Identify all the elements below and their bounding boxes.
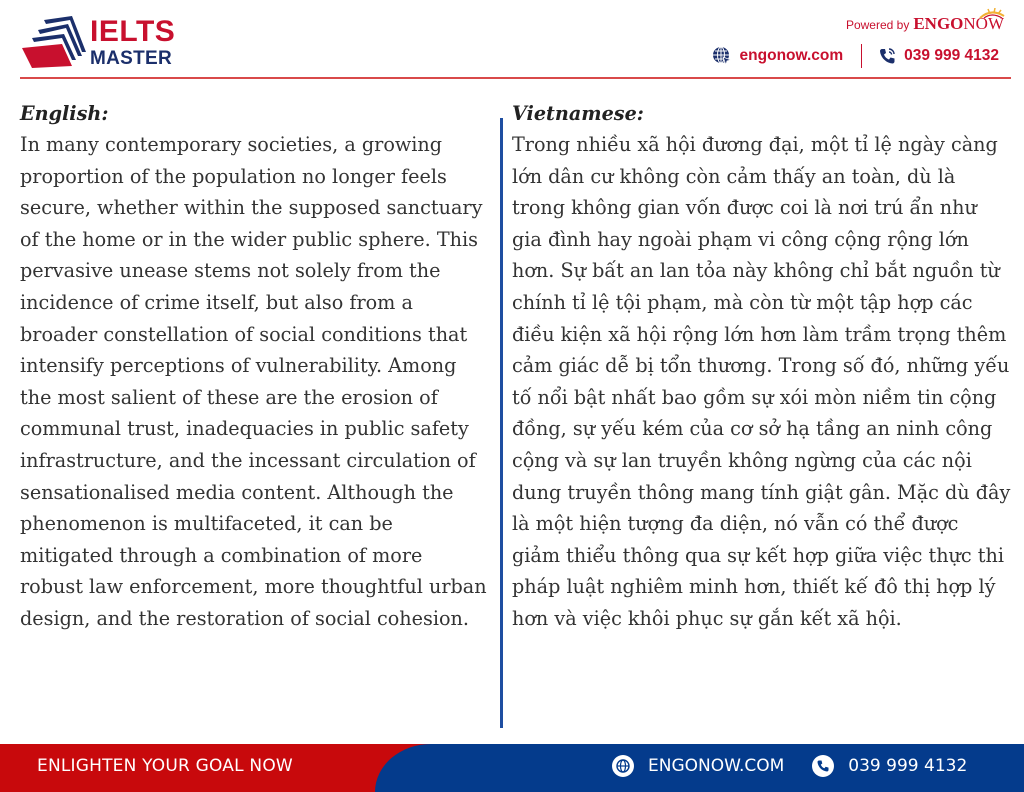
brand-light: NOW bbox=[963, 14, 1004, 33]
header-phone-link[interactable] bbox=[878, 47, 999, 65]
vietnamese-paragraph: Trong nhiều xã hội đương đại, một tỉ lệ ngày càng lớn dân cư không còn cảm thấy an toàn, dù là trong không gian vốn được coi là nơi trú ẩn như gia đình hay ngoài phạm vi công cộng rộng lớn hơn. Sự bất an lan tỏa này không chỉ bắt nguồn từ chính tỉ lệ tội phạm, mà còn từ một tập hợp các điều kiện xã hội rộng lớn hơn làm trầm trọng thêm cảm giác dễ bị tổn thương. Trong số đó, những yếu tố nổi bật nhất bao gồm sự xói mòn niềm tin cộng đồng, sự yếu kém của cơ sở hạ tầng an ninh công cộng và sự lan truyền không ngừng của các nội dung truyền thông mang tính giật gân. Mặc dù đây là một hiện tượng đa diện, nó vẫn có thể được giảm thiểu thông qua sự kết hợp giữa việc thực thi pháp luật nghiêm minh hơn, thiết kế đô thị hợp lý hơn và việc khôi phục sự gắn kết xã hội. bbox=[512, 133, 1011, 630]
column-divider bbox=[500, 118, 503, 728]
powered-by-prefix: Powered by bbox=[845, 18, 910, 32]
vietnamese-column bbox=[512, 100, 1012, 635]
footer bbox=[0, 744, 1024, 792]
header-website-link[interactable] bbox=[712, 46, 844, 66]
footer-phone-text: 039 999 4132 bbox=[848, 756, 968, 776]
logo-master-text: MASTER bbox=[90, 47, 173, 69]
logo-ielts-text: IELTS bbox=[90, 14, 176, 48]
phone-icon bbox=[812, 755, 834, 777]
english-column bbox=[20, 100, 490, 635]
header bbox=[0, 0, 1024, 80]
footer-website-text: ENGONOW.COM bbox=[648, 756, 785, 776]
header-contact-separator bbox=[861, 44, 862, 68]
header-website-text: engonow.com bbox=[739, 47, 844, 64]
brand-bold: ENGO bbox=[913, 14, 964, 33]
header-divider bbox=[20, 77, 1011, 79]
english-heading: English: bbox=[20, 102, 109, 125]
footer-phone-link[interactable] bbox=[812, 755, 967, 777]
phone-icon bbox=[878, 47, 896, 65]
header-contact bbox=[712, 44, 999, 68]
footer-contact bbox=[612, 755, 967, 777]
book-logo-icon bbox=[20, 14, 88, 70]
sunrise-icon bbox=[976, 8, 1006, 20]
globe-icon bbox=[612, 755, 634, 777]
header-phone-text: 039 999 4132 bbox=[904, 47, 999, 64]
powered-by bbox=[846, 14, 1004, 34]
globe-cursor-icon bbox=[712, 46, 732, 66]
vietnamese-heading: Vietnamese: bbox=[512, 102, 644, 125]
footer-website-link[interactable] bbox=[612, 755, 784, 777]
english-paragraph: In many contemporary societies, a growing proportion of the population no longer feels secure, whether within the supposed sanctuary of the home or in the wider public sphere. This pervasive unease stems not solely from the incidence of crime itself, but also from a broader constellation of social conditions that intensify perceptions of vulnerability. Among the most salient of these are the erosion of communal trust, inadequacies in public safety infrastructure, and the incessant circulation of sensationalised media content. Although the phenomenon is multifaceted, it can be mitigated through a combination of more robust law enforcement, more thoughtful urban design, and the restoration of social cohesion. bbox=[20, 133, 487, 630]
footer-slogan: ENLIGHTEN YOUR GOAL NOW bbox=[37, 756, 293, 776]
ielts-master-logo[interactable] bbox=[20, 14, 175, 70]
